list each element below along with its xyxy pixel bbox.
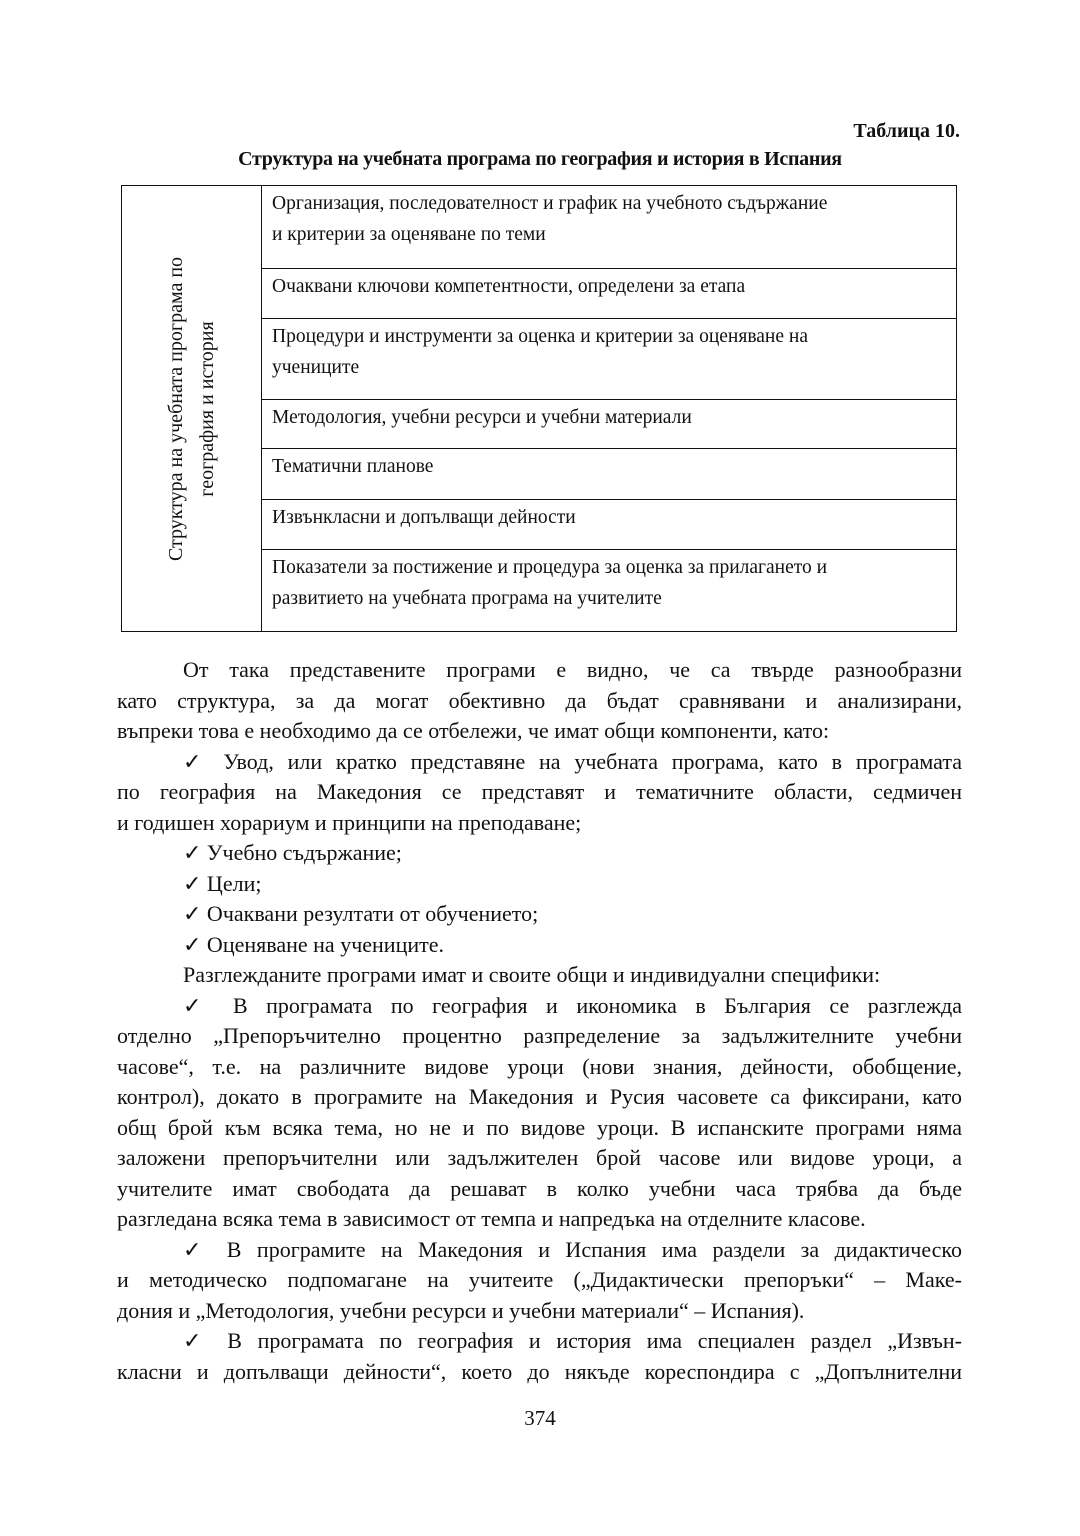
- page-number: 374: [524, 1406, 556, 1430]
- text-line: по география на Македония се представят и тематичните области, седмичен: [117, 779, 962, 804]
- body-text: [117, 655, 962, 1387]
- table-cell: [262, 500, 957, 550]
- text-line: ✓ Очаквани резултати от обучението;: [183, 901, 539, 926]
- check-list-item: [117, 869, 962, 900]
- check-list-item: [117, 991, 962, 1235]
- text-line: въпреки това е необходимо да се отбележи, че имат общи компоненти, като:: [117, 718, 830, 743]
- table-title: Структура на учебната програма по география и история в Испания: [238, 148, 842, 170]
- text-line: ✓ В програмите на Македония и Испания има раздели за дидактическо: [183, 1236, 962, 1262]
- table-cell: [262, 449, 957, 500]
- paragraph: [117, 960, 962, 991]
- text-line: и методическо подпомагане на учитеите („Дидактически препоръки“ – Маке-: [117, 1267, 962, 1292]
- text-line: отделно „Препоръчително процентно разпределение за задължителните учебни: [117, 1023, 962, 1048]
- cell-line: и критерии за оценяване по теми: [272, 224, 546, 245]
- text-line: и годишен хорариум и принципи на преподаване;: [117, 809, 582, 835]
- cell-line: учениците: [272, 357, 360, 378]
- text-line: класни и допълващи дейности“, което до някъде кореспондира с „Допълнителни: [117, 1358, 962, 1384]
- cell-line: Показатели за постижение и процедура за оценка за прилагането и: [272, 557, 828, 578]
- text-line: ✓ Учебно съдържание;: [183, 840, 402, 865]
- text-line: заложени препоръчителни или задължителен брой часове или видове уроци, а: [117, 1145, 962, 1170]
- side-header-line: география и история: [195, 320, 218, 497]
- check-list-item: [117, 1235, 962, 1327]
- table-cell: [262, 319, 957, 400]
- cell-line: Тематични планове: [272, 456, 434, 477]
- check-list-item: [117, 747, 962, 839]
- text-line: дония и „Методология, учебни ресурси и учебни материали“ – Испания).: [117, 1297, 805, 1323]
- table-cell: [262, 186, 957, 269]
- check-list-item: [117, 838, 962, 869]
- table-cell: [262, 550, 957, 632]
- cell-line: Организация, последователност и график на учебното съдържание: [272, 193, 828, 214]
- cell-line: Процедури и инструменти за оценка и критерии за оценяване на: [272, 326, 808, 347]
- text-line: контрол), докато в програмите на Македония и Русия часовете са фиксирани, като: [117, 1084, 962, 1109]
- text-line: общ брой към всяка тема, но не и по видове уроци. В испанските програми няма: [117, 1114, 962, 1140]
- cell-line: Извънкласни и допълващи дейности: [272, 507, 576, 528]
- side-header-cell: [122, 186, 262, 632]
- cell-line: развитието на учебната програма на учителите: [272, 588, 662, 609]
- text-line: ✓ Цели;: [183, 870, 262, 896]
- table-cell: [262, 269, 957, 319]
- check-list-item: [117, 930, 962, 961]
- text-line: От така представените програми е видно, че са твърде разнообразни: [183, 657, 962, 682]
- text-line: ✓ В програмата по география и история има специален раздел „Извън-: [183, 1328, 962, 1353]
- text-line: като структура, за да могат обективно да бъдат сравнявани и анализирани,: [117, 687, 962, 713]
- structure-table: [121, 185, 957, 632]
- text-line: часове“, т.е. на различните видове уроци (нови знания, дейности, обобщение,: [117, 1053, 962, 1079]
- text-line: разгледана всяка тема в зависимост от темпа и напредъка на отделните класове.: [117, 1206, 866, 1231]
- check-list-item: [117, 899, 962, 930]
- check-list-item: [117, 1326, 962, 1387]
- text-line: ✓ Увод, или кратко представяне на учебната програма, като в програмата: [183, 748, 962, 774]
- text-line: ✓ Оценяване на учениците.: [183, 931, 444, 957]
- side-header: [161, 256, 223, 560]
- table-cell: [262, 400, 957, 449]
- side-header-line: Структура на учебната програма по: [164, 256, 187, 561]
- cell-line: Очаквани ключови компетентности, определени за етапа: [272, 276, 746, 297]
- text-line: ✓ В програмата по география и икономика в България се разглежда: [183, 992, 962, 1018]
- text-line: Разглежданите програми имат и своите общи и индивидуални специфики:: [183, 962, 881, 987]
- cell-line: Методология, учебни ресурси и учебни материали: [272, 407, 692, 428]
- table-row: [122, 186, 957, 269]
- table-number: Таблица 10.: [853, 120, 960, 142]
- text-line: учителите имат свободата да решават в колко учебни часа трябва да бъде: [117, 1175, 962, 1201]
- paragraph: [117, 655, 962, 747]
